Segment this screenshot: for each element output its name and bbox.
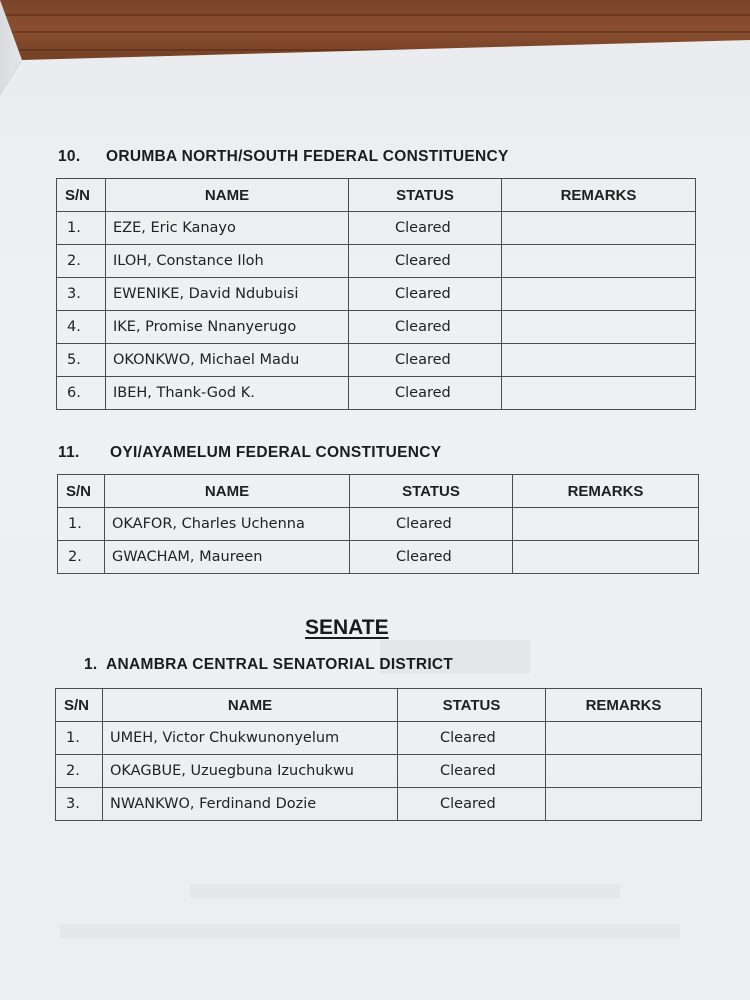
sn-header: S/N <box>56 689 103 722</box>
remarks-cell <box>513 541 699 574</box>
table-row <box>56 788 702 821</box>
name-header: NAME <box>103 689 398 722</box>
name-cell: ILOH, Constance Iloh <box>106 245 349 278</box>
sn-header: S/N <box>58 475 105 508</box>
status-header: STATUS <box>350 475 513 508</box>
remarks-cell <box>502 311 696 344</box>
name-cell: OKAFOR, Charles Uchenna <box>105 508 350 541</box>
table-header-row <box>57 179 696 212</box>
orumba-candidates-table <box>56 178 696 410</box>
oyi-ayamelum-candidates-table <box>57 474 699 574</box>
sn-cell: 4. <box>57 311 106 344</box>
name-cell: NWANKWO, Ferdinand Dozie <box>103 788 398 821</box>
name-cell: OKAGBUE, Uzuegbuna Izuchukwu <box>103 755 398 788</box>
table-row <box>57 278 696 311</box>
remarks-cell <box>502 344 696 377</box>
section-number: 10. <box>58 148 81 165</box>
name-cell: IBEH, Thank-God K. <box>106 377 349 410</box>
section-number: 1. <box>84 656 98 673</box>
sn-cell: 2. <box>58 541 105 574</box>
status-cell: Cleared <box>349 311 502 344</box>
name-header: NAME <box>106 179 349 212</box>
sn-cell: 6. <box>57 377 106 410</box>
table-row <box>57 212 696 245</box>
table-row <box>57 311 696 344</box>
table-row <box>57 245 696 278</box>
table-row <box>58 541 699 574</box>
sn-cell: 3. <box>57 278 106 311</box>
status-cell: Cleared <box>398 755 546 788</box>
status-cell: Cleared <box>349 377 502 410</box>
status-cell: Cleared <box>349 344 502 377</box>
status-header: STATUS <box>349 179 502 212</box>
anambra-central-candidates-table <box>55 688 702 821</box>
senate-heading: SENATE <box>305 616 389 639</box>
table-row <box>56 722 702 755</box>
table-row <box>58 508 699 541</box>
remarks-cell <box>546 788 702 821</box>
name-cell: EWENIKE, David Ndubuisi <box>106 278 349 311</box>
name-header: NAME <box>105 475 350 508</box>
sn-cell: 1. <box>58 508 105 541</box>
remarks-header: REMARKS <box>513 475 699 508</box>
remarks-cell <box>502 278 696 311</box>
name-cell: UMEH, Victor Chukwunonyelum <box>103 722 398 755</box>
section-title: ANAMBRA CENTRAL SENATORIAL DISTRICT <box>106 656 454 673</box>
table-header-row <box>56 689 702 722</box>
remarks-cell <box>502 212 696 245</box>
section-title: ORUMBA NORTH/SOUTH FEDERAL CONSTITUENCY <box>106 148 509 165</box>
remarks-header: REMARKS <box>546 689 702 722</box>
name-cell: IKE, Promise Nnanyerugo <box>106 311 349 344</box>
sn-cell: 2. <box>56 755 103 788</box>
remarks-cell <box>513 508 699 541</box>
remarks-cell <box>546 755 702 788</box>
status-cell: Cleared <box>398 722 546 755</box>
section-title: OYI/AYAMELUM FEDERAL CONSTITUENCY <box>110 444 442 461</box>
status-cell: Cleared <box>349 278 502 311</box>
sn-cell: 1. <box>56 722 103 755</box>
table-row <box>56 755 702 788</box>
name-cell: OKONKWO, Michael Madu <box>106 344 349 377</box>
section-number: 11. <box>58 444 80 461</box>
sn-cell: 1. <box>57 212 106 245</box>
name-cell: GWACHAM, Maureen <box>105 541 350 574</box>
status-cell: Cleared <box>349 245 502 278</box>
status-cell: Cleared <box>350 541 513 574</box>
remarks-cell <box>546 722 702 755</box>
sn-header: S/N <box>57 179 106 212</box>
status-header: STATUS <box>398 689 546 722</box>
status-cell: Cleared <box>398 788 546 821</box>
section-heading-orumba <box>58 148 509 166</box>
section-heading-anambra-central <box>84 656 453 674</box>
name-cell: EZE, Eric Kanayo <box>106 212 349 245</box>
table-row <box>57 344 696 377</box>
sn-cell: 3. <box>56 788 103 821</box>
remarks-header: REMARKS <box>502 179 696 212</box>
remarks-cell <box>502 245 696 278</box>
sn-cell: 5. <box>57 344 106 377</box>
table-header-row <box>58 475 699 508</box>
remarks-cell <box>502 377 696 410</box>
status-cell: Cleared <box>349 212 502 245</box>
section-heading-oyi-ayamelum <box>58 444 441 462</box>
table-row <box>57 377 696 410</box>
status-cell: Cleared <box>350 508 513 541</box>
sn-cell: 2. <box>57 245 106 278</box>
